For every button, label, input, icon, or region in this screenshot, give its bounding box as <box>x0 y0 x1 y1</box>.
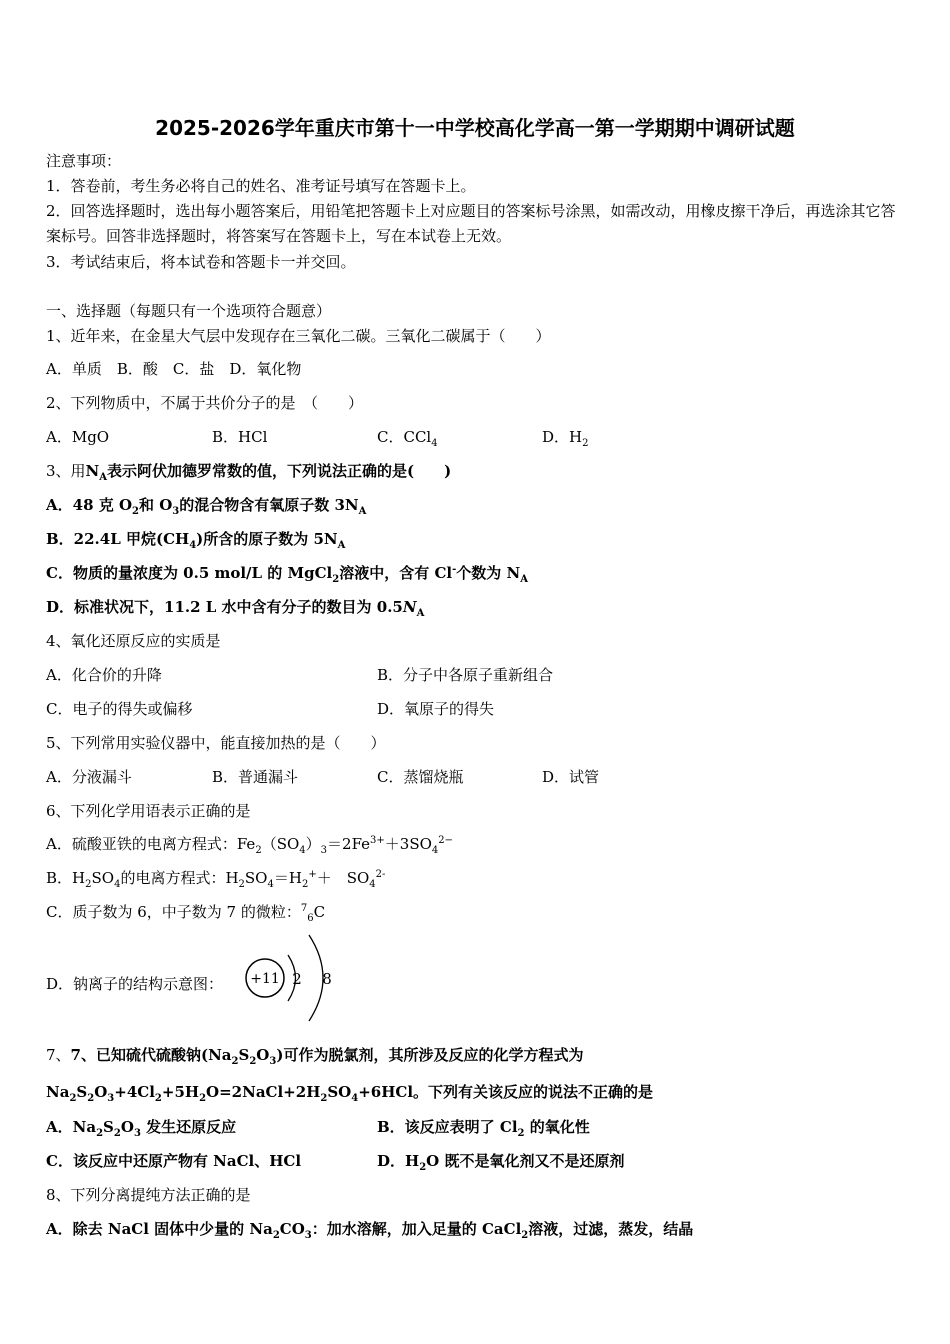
q3-option-c: C．物质的量浓度为 0.5 mol/L 的 MgCl$_2$溶液中，含有 Cl-个数为 $N_A$ <box>46 564 528 585</box>
section-heading: 一、选择题（每题只有一个选项符合题意） <box>46 302 332 320</box>
q2-option-a: A．MgO <box>46 428 110 446</box>
shell-2-electrons: 8 <box>322 970 332 988</box>
q5-option-d: D．试管 <box>542 768 600 786</box>
q4-option-c: C．电子的得失或偏移 <box>46 700 193 718</box>
q2-option-b: B．HCl <box>212 428 268 446</box>
q2-option-d: D．$H_2$ <box>542 428 589 449</box>
q4-option-b: B．分子中各原子重新组合 <box>377 666 554 684</box>
question-4-stem: 4、氧化还原反应的实质是 <box>46 632 221 650</box>
q3-option-b: B．22.4L 甲烷$(CH_4)$所含的原子数为 $5N_A$ <box>46 530 346 551</box>
q3-option-d: D．标准状况下，11.2 L 水中含有分子的数目为 $0.5N_A$ <box>46 598 425 619</box>
q6-option-b: B．$H_2SO_4$的电离方程式：$H_2SO_4=H_2^++$ $SO_4^{2-}$ <box>46 869 386 890</box>
question-2-stem: 2、下列物质中，不属于共价分子的是 （ ） <box>46 394 364 412</box>
page-title: 2025-2026学年重庆市第十一中学校高化学高一第一学期期中调研试题 <box>155 116 795 140</box>
shell-arc-2 <box>309 935 323 1021</box>
question-7-stem-line-2: $Na_2S_2O_3+4Cl_2+5H_2O=2NaCl+2H_2SO_4+6HCl$。下列有关该反应的说法不正确的是 <box>46 1083 654 1104</box>
sodium-ion-structure-diagram <box>243 931 338 1026</box>
question-5-stem: 5、下列常用实验仪器中，能直接加热的是（ ） <box>46 734 386 752</box>
q6-option-a: A．硫酸亚铁的电离方程式：$Fe_2(SO_4)_3=2Fe^{3+}+3SO_4^{2-}$ <box>46 835 454 856</box>
q7-option-b: B．该反应表明了 $Cl_2$ 的氧化性 <box>377 1118 590 1139</box>
notice-item-3: 3．考试结束后，将本试卷和答题卡一并交回。 <box>46 253 356 271</box>
q2-option-c: C．CCl$_4$ <box>377 428 438 449</box>
q7-option-c: C．该反应中还原产物有 NaCl、HCl <box>46 1152 302 1170</box>
q8-option-a: A．除去 NaCl 固体中少量的 $Na_2CO_3$：加水溶解，加入足量的 CaCl$_2$溶液，过滤，蒸发，结晶 <box>46 1220 694 1241</box>
q6-option-c: C．质子数为 6，中子数为 7 的微粒：$^7_6$C <box>46 903 326 924</box>
question-1-options: A．单质 B．酸 C．盐 D．氧化物 <box>46 360 302 378</box>
q5-option-a: A．分液漏斗 <box>46 768 132 786</box>
q5-option-c: C．蒸馏烧瓶 <box>377 768 464 786</box>
q5-option-b: B．普通漏斗 <box>212 768 299 786</box>
notice-item-1: 1．答卷前，考生务必将自己的姓名、准考证号填写在答题卡上。 <box>46 177 476 195</box>
q6-option-d: D．钠离子的结构示意图： <box>46 975 224 993</box>
shell-1-electrons: 2 <box>292 970 302 988</box>
question-7-stem-line-1: 7、7、已知硫代硫酸钠$(Na_2S_2O_3)$可作为脱氯剂，其所涉及反应的化学方程式为 <box>46 1046 584 1067</box>
q7-option-a: A．$Na_2S_2O_3$ 发生还原反应 <box>46 1118 237 1139</box>
question-6-stem: 6、下列化学用语表示正确的是 <box>46 802 251 820</box>
question-8-stem: 8、下列分离提纯方法正确的是 <box>46 1186 251 1204</box>
q7-option-d: D．$H_2O$ 既不是氧化剂又不是还原剂 <box>377 1152 625 1173</box>
question-1-stem: 1、近年来，在金星大气层中发现存在三氧化二碳。三氧化二碳属于（ ） <box>46 327 551 345</box>
notice-header: 注意事项： <box>46 152 122 170</box>
nucleus-label: +11 <box>250 971 280 987</box>
q3-option-a: A．48 克 $O_2$和 $O_3$的混合物含有氧原子数 $3N_A$ <box>46 496 367 517</box>
q4-option-d: D．氧原子的得失 <box>377 700 495 718</box>
question-3-stem: 3、用$N_A$表示阿伏加德罗常数的值，下列说法正确的是( ) <box>46 462 452 483</box>
notice-item-2: 2．回答选择题时，选出每小题答案后，用铅笔把答题卡上对应题目的答案标号涂黑，如需改动，用橡皮擦干净后，再选涂其它答案标号。回答非选择题时，将答案写在答题卡上，写在本试卷上无效。 <box>46 202 896 245</box>
q4-option-a: A．化合价的升降 <box>46 666 162 684</box>
